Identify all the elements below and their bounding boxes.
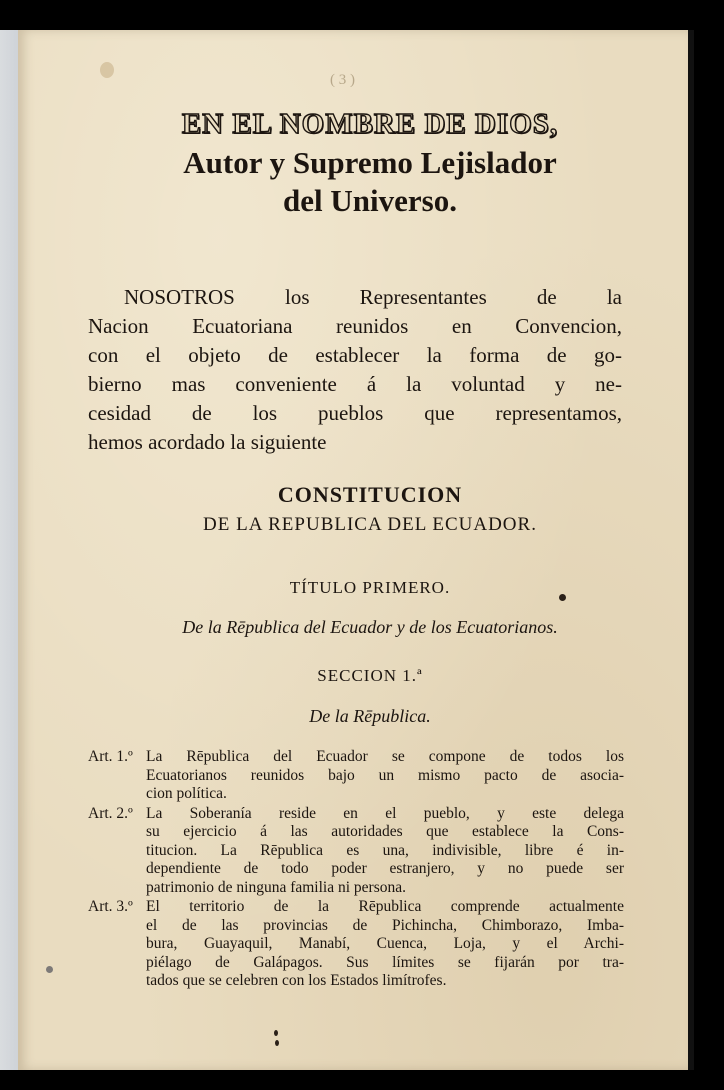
constitution-subtitle: DE LA REPUBLICA DEL ECUADOR. <box>203 514 537 535</box>
article-3 <box>88 898 624 991</box>
preamble-line: bierno mas conveniente á la voluntad y ne- <box>88 372 622 396</box>
article-line: titucion. La Rēpublica es una, indivisible, libre é in- <box>146 841 624 859</box>
article-body <box>146 898 624 991</box>
article-line: La Rēpublica del Ecuador se compone de todos los <box>146 748 624 765</box>
ink-stain <box>100 62 114 78</box>
binding-hole <box>46 966 53 973</box>
section-subheading: De la Rēpublica. <box>309 706 431 726</box>
section-heading: SECCION 1.ª <box>317 666 423 685</box>
constitution-title: CONSTITUCION <box>277 482 463 507</box>
title-heading: TÍTULO PRIMERO. <box>289 578 451 597</box>
preamble-line: NOSOTROS los Representantes de la <box>124 285 622 309</box>
article-line: dependiente de todo poder estranjero, y no puede ser <box>146 860 624 877</box>
invocation-heading <box>70 108 670 219</box>
article-body <box>146 805 624 898</box>
page-right-edge <box>688 30 694 1070</box>
articles-list <box>88 748 624 992</box>
article-line: Ecuatorianos reunidos bajo un mismo pacto de asocia- <box>146 766 624 784</box>
article-label: Art. 3.º <box>88 898 133 915</box>
article-line: bura, Guayaquil, Manabí, Cuenca, Loja, y el Archi- <box>146 935 624 952</box>
article-label: Art. 1.º <box>88 748 133 765</box>
article-1 <box>88 748 624 804</box>
preamble-line: hemos acordado la siguiente <box>88 430 327 454</box>
article-line: piélago de Galápagos. Sus límites se fijarán por tra- <box>146 953 624 971</box>
heading-line-1: EN EL NOMBRE DE DIOS, <box>181 108 559 140</box>
article-line: su ejercicio á las autoridades que establece la Cons- <box>146 823 624 840</box>
article-label: Art. 2.º <box>88 804 133 822</box>
article-line: tados que se celebren con los Estados limítrofes. <box>146 972 447 989</box>
preamble-paragraph <box>88 283 622 457</box>
article-line: El territorio de la Rēpublica comprende actualmente <box>146 898 624 915</box>
preamble-line: cesidad de los pueblos que representamos, <box>88 401 622 425</box>
heading-line-3: del Universo. <box>283 183 457 218</box>
article-line: cion política. <box>146 785 227 802</box>
heading-line-2: Autor y Supremo Lejislador <box>183 145 557 180</box>
article-body <box>146 748 624 804</box>
title-subheading: De la Rēpublica del Ecuador y de los Ecuatorianos. <box>182 617 558 637</box>
ink-dot <box>275 1040 279 1046</box>
article-line: La Soberanía reside en el pueblo, y este delega <box>146 804 624 822</box>
article-2 <box>88 805 624 898</box>
preamble-line: con el objeto de establecer la forma de go- <box>88 343 622 367</box>
article-line: patrimonio de ninguna familia ni persona. <box>146 878 406 896</box>
article-line: el de las provincias de Pichincha, Chimborazo, Imba- <box>146 916 624 934</box>
page-number: ( 3 ) <box>330 72 355 88</box>
ink-dot <box>274 1030 278 1036</box>
preamble-line: Nacion Ecuatoriana reunidos en Convencion, <box>88 314 622 338</box>
